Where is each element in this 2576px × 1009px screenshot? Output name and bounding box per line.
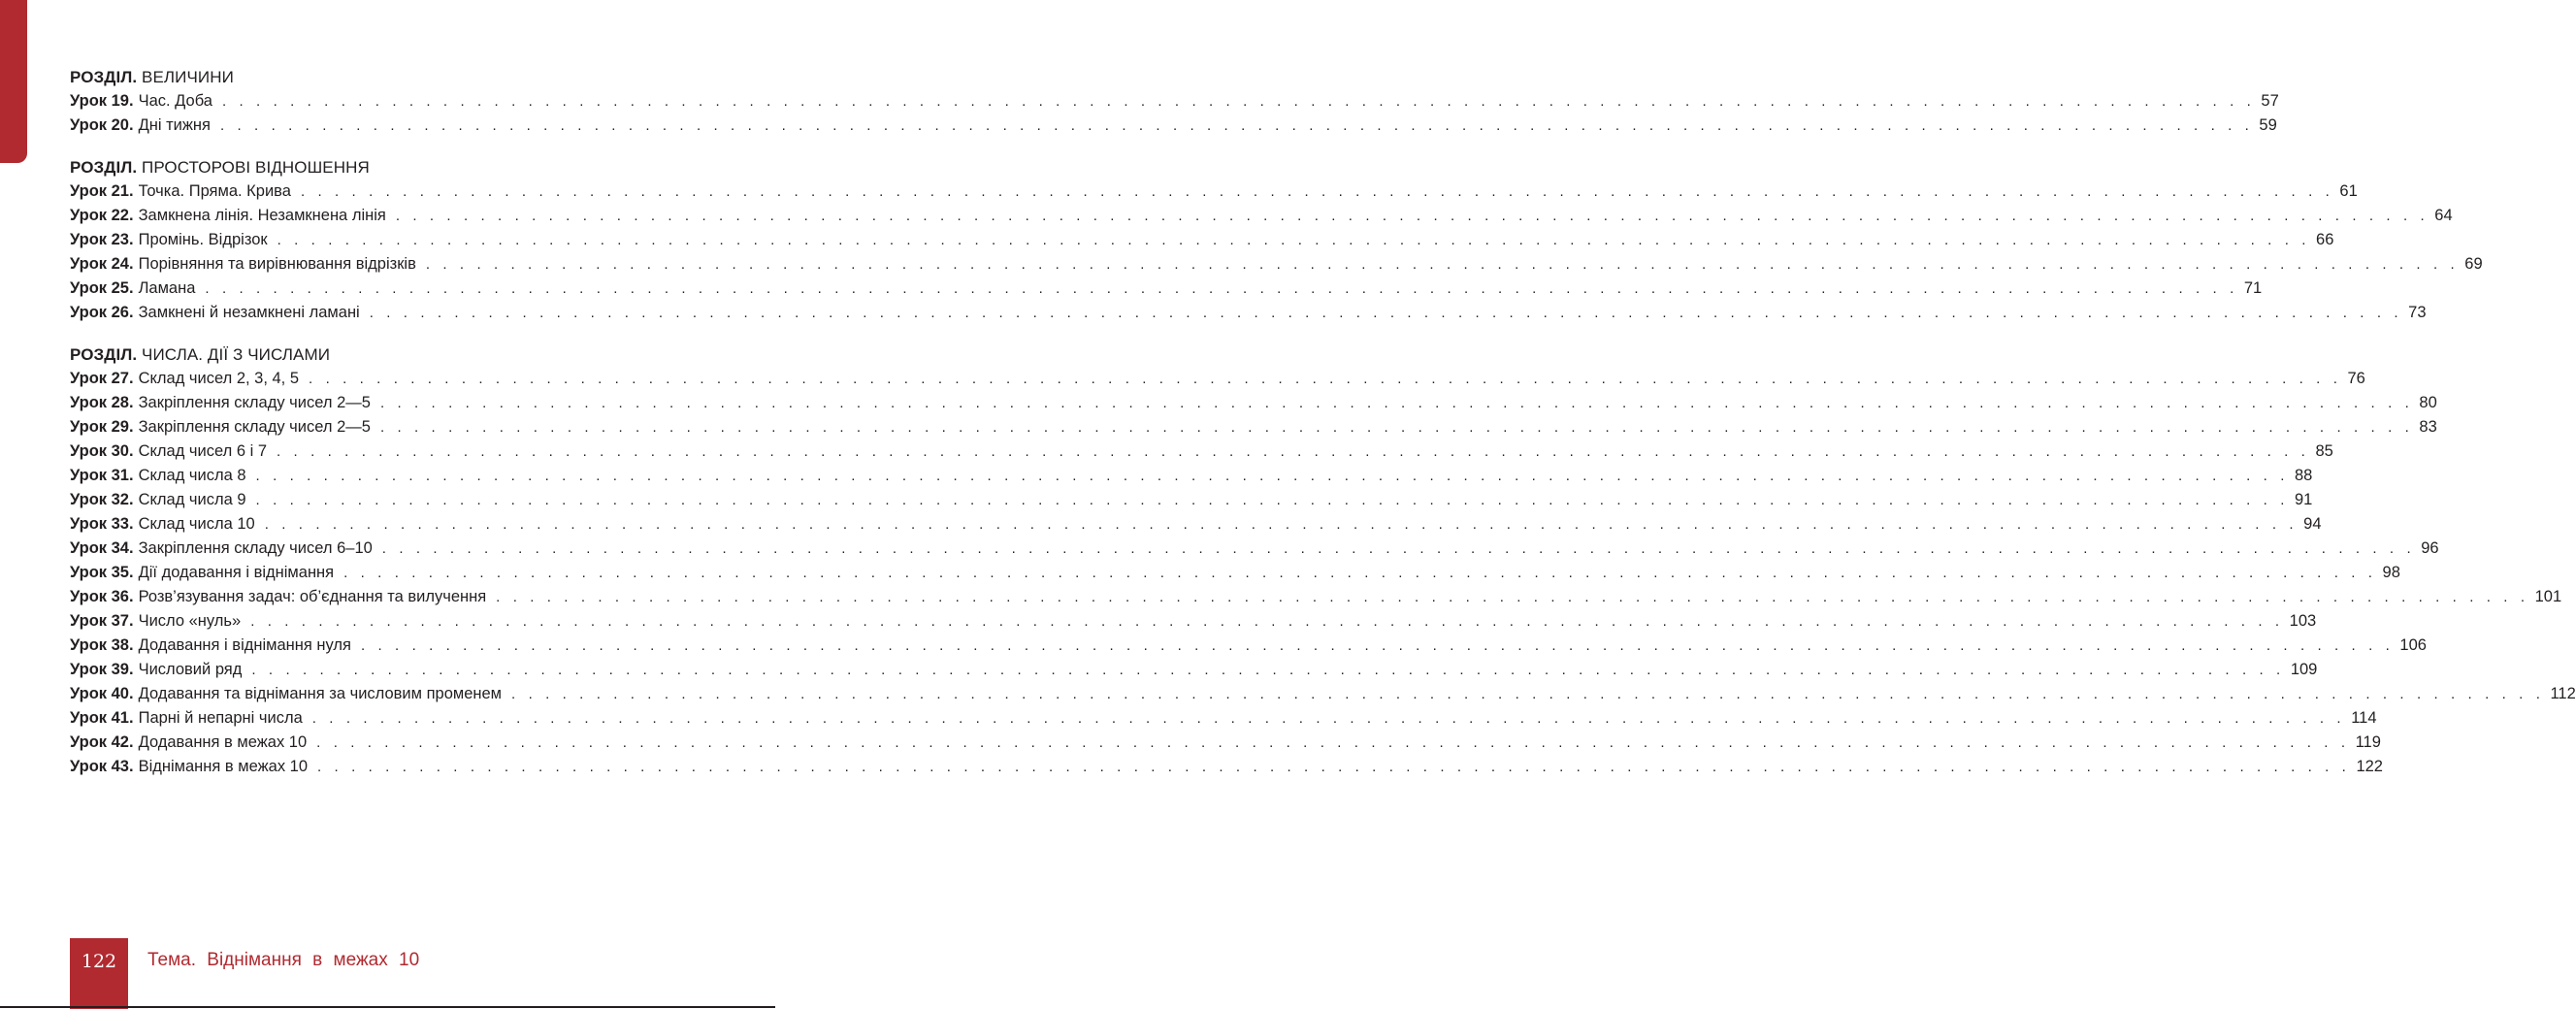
- page-ref: 80: [2419, 394, 2437, 411]
- toc-entry: [70, 439, 2333, 464]
- toc-entry: [70, 682, 2576, 706]
- dot-leader: . . . . . . . . . . . . . . . . . . . . . . . . . . . . . . . . . . . . . . . . . . . . . . . . . . . . . . . . . . . . . . . . . . . . . . . . . . . . . . . . . . . . . . . . . . . . . . . . . . . . . . . . . . . . . . . . . . . . . . . .: [250, 613, 2284, 630]
- dot-leader: . . . . . . . . . . . . . . . . . . . . . . . . . . . . . . . . . . . . . . . . . . . . . . . . . . . . . . . . . . . . . . . . . . . . . . . . . . . . . . . . . . . . . . . . . . . . . . . . . . . . . . . . . . . . . . . . . . . . . . . .: [219, 117, 2254, 134]
- page-ref: 57: [2261, 92, 2279, 110]
- lesson-title: Ламана: [138, 279, 196, 297]
- toc-entry: [70, 731, 2381, 755]
- lesson-title: Дії додавання і віднімання: [138, 564, 335, 581]
- lesson-number: Урок 22.: [70, 207, 134, 224]
- lesson-number: Урок 37.: [70, 612, 134, 630]
- dot-leader: . . . . . . . . . . . . . . . . . . . . . . . . . . . . . . . . . . . . . . . . . . . . . . . . . . . . . . . . . . . . . . . . . . . . . . . . . . . . . . . . . . . . . . . . . . . . . . . . . . . . . . . . . . . . . . . . . . . . . . . .: [255, 468, 2289, 484]
- lesson-number: Урок 28.: [70, 394, 134, 411]
- dot-leader: . . . . . . . . . . . . . . . . . . . . . . . . . . . . . . . . . . . . . . . . . . . . . . . . . . . . . . . . . . . . . . . . . . . . . . . . . . . . . . . . . . . . . . . . . . . . . . . . . . . . . . . . . . . . . . . . . . . . . . . .: [343, 565, 2377, 581]
- toc-entry: [70, 252, 2483, 277]
- dot-leader: . . . . . . . . . . . . . . . . . . . . . . . . . . . . . . . . . . . . . . . . . . . . . . . . . . . . . . . . . . . . . . . . . . . . . . . . . . . . . . . . . . . . . . . . . . . . . . . . . . . . . . . . . . . . . . . . . . . . . . . .: [379, 395, 2414, 411]
- lesson-title: Число «нуль»: [138, 612, 242, 630]
- dot-leader: . . . . . . . . . . . . . . . . . . . . . . . . . . . . . . . . . . . . . . . . . . . . . . . . . . . . . . . . . . . . . . . . . . . . . . . . . . . . . . . . . . . . . . . . . . . . . . . . . . . . . . . . . . . . . . . . . . . . . . . .: [496, 589, 2529, 605]
- toc-entry: [70, 179, 2358, 204]
- section-keyword: РОЗДІЛ.: [70, 158, 138, 177]
- page-ref: 66: [2316, 231, 2334, 248]
- section-keyword: РОЗДІЛ.: [70, 345, 138, 364]
- lesson-title: Склад числа 9: [138, 491, 246, 508]
- page-ref: 91: [2294, 491, 2313, 508]
- page-ref: 106: [2399, 636, 2427, 654]
- lesson-title: Промінь. Відрізок: [138, 231, 268, 248]
- lesson-number: Урок 21.: [70, 182, 134, 200]
- lesson-title: Склад чисел 6 і 7: [138, 442, 268, 460]
- page-ref: 85: [2315, 442, 2333, 460]
- toc-entry: [70, 228, 2334, 252]
- dot-leader: . . . . . . . . . . . . . . . . . . . . . . . . . . . . . . . . . . . . . . . . . . . . . . . . . . . . . . . . . . . . . . . . . . . . . . . . . . . . . . . . . . . . . . . . . . . . . . . . . . . . . . . . . . . . . . . . . . . . . . . .: [395, 208, 2429, 224]
- toc-entry: [70, 706, 2377, 731]
- page-ref: 119: [2355, 733, 2381, 751]
- lesson-title: Замкнена лінія. Незамкнена лінія: [138, 207, 386, 224]
- page-ref: 101: [2534, 588, 2562, 605]
- page-ref: 61: [2339, 182, 2358, 200]
- lesson-title: Точка. Пряма. Крива: [138, 182, 291, 200]
- dot-leader: . . . . . . . . . . . . . . . . . . . . . . . . . . . . . . . . . . . . . . . . . . . . . . . . . . . . . . . . . . . . . . . . . . . . . . . . . . . . . . . . . . . . . . . . . . . . . . . . . . . . . . . . . . . . . . . . . . . . . . . .: [381, 540, 2416, 557]
- lesson-number: Урок 31.: [70, 467, 134, 484]
- lesson-title: Склад чисел 2, 3, 4, 5: [138, 370, 300, 387]
- page-number: 122: [81, 951, 117, 972]
- page-ref: 64: [2434, 207, 2453, 224]
- section-heading: [70, 343, 702, 367]
- page-ref: 71: [2243, 279, 2263, 297]
- section-heading: [70, 66, 702, 89]
- lesson-number: Урок 40.: [70, 685, 134, 702]
- toc-entry: [70, 277, 2263, 301]
- lesson-number: Урок 36.: [70, 588, 134, 605]
- lesson-number: Урок 39.: [70, 661, 134, 678]
- lesson-title: Порівняння та вирівнювання відрізків: [138, 255, 416, 273]
- lesson-title: Парні й непарні числа: [138, 709, 303, 727]
- lesson-number: Урок 32.: [70, 491, 134, 508]
- lesson-title: Розв’язування задач: об’єднання та вилучення: [138, 588, 487, 605]
- page-ref: 122: [2356, 758, 2383, 775]
- page-number-box: [70, 938, 128, 1009]
- dot-leader: . . . . . . . . . . . . . . . . . . . . . . . . . . . . . . . . . . . . . . . . . . . . . . . . . . . . . . . . . . . . . . . . . . . . . . . . . . . . . . . . . . . . . . . . . . . . . . . . . . . . . . . . . . . . . . . . . . . . . . . .: [425, 256, 2460, 273]
- lesson-title: Додавання і віднімання нуля: [138, 636, 351, 654]
- lesson-number: Урок 23.: [70, 231, 134, 248]
- lesson-number: Урок 27.: [70, 370, 134, 387]
- lesson-number: Урок 20.: [70, 116, 134, 134]
- page-ref: 112: [2550, 685, 2576, 702]
- lesson-title: Закріплення складу чисел 6–10: [138, 539, 373, 557]
- dot-leader: . . . . . . . . . . . . . . . . . . . . . . . . . . . . . . . . . . . . . . . . . . . . . . . . . . . . . . . . . . . . . . . . . . . . . . . . . . . . . . . . . . . . . . . . . . . . . . . . . . . . . . . . . . . . . . . . . . . . . . . .: [205, 280, 2238, 297]
- lesson-number: Урок 35.: [70, 564, 134, 581]
- bottom-rule: [0, 1006, 775, 1008]
- table-of-contents: [70, 66, 2576, 797]
- footer-topic: Тема. Віднімання в межах 10: [147, 950, 420, 970]
- lesson-number: Урок 38.: [70, 636, 134, 654]
- dot-leader: . . . . . . . . . . . . . . . . . . . . . . . . . . . . . . . . . . . . . . . . . . . . . . . . . . . . . . . . . . . . . . . . . . . . . . . . . . . . . . . . . . . . . . . . . . . . . . . . . . . . . . . . . . . . . . . . . . . . . . . .: [277, 443, 2310, 460]
- page-ref: 69: [2464, 255, 2483, 273]
- lesson-title: Закріплення складу чисел 2—5: [138, 418, 371, 436]
- toc-entry: [70, 204, 2453, 228]
- page-ref: 109: [2290, 661, 2318, 678]
- lesson-number: Урок 42.: [70, 733, 134, 751]
- dot-leader: . . . . . . . . . . . . . . . . . . . . . . . . . . . . . . . . . . . . . . . . . . . . . . . . . . . . . . . . . . . . . . . . . . . . . . . . . . . . . . . . . . . . . . . . . . . . . . . . . . . . . . . . . . . . . . . . . . . . . . . .: [300, 183, 2334, 200]
- dot-leader: . . . . . . . . . . . . . . . . . . . . . . . . . . . . . . . . . . . . . . . . . . . . . . . . . . . . . . . . . . . . . . . . . . . . . . . . . . . . . . . . . . . . . . . . . . . . . . . . . . . . . . . . . . . . . . . . . . . . . . . .: [277, 232, 2311, 248]
- dot-leader: . . . . . . . . . . . . . . . . . . . . . . . . . . . . . . . . . . . . . . . . . . . . . . . . . . . . . . . . . . . . . . . . . . . . . . . . . . . . . . . . . . . . . . . . . . . . . . . . . . . . . . . . . . . . . . . . . . . . . . . .: [379, 419, 2414, 436]
- section-title: ЧИСЛА. ДІЇ З ЧИСЛАМИ: [142, 345, 331, 364]
- dot-leader: . . . . . . . . . . . . . . . . . . . . . . . . . . . . . . . . . . . . . . . . . . . . . . . . . . . . . . . . . . . . . . . . . . . . . . . . . . . . . . . . . . . . . . . . . . . . . . . . . . . . . . . . . . . . . . . . . . . . . . . .: [311, 710, 2346, 727]
- lesson-number: Урок 25.: [70, 279, 134, 297]
- section-title: ПРОСТОРОВІ ВІДНОШЕННЯ: [142, 158, 370, 177]
- toc-entry: [70, 464, 2313, 488]
- lesson-number: Урок 34.: [70, 539, 134, 557]
- dot-leader: . . . . . . . . . . . . . . . . . . . . . . . . . . . . . . . . . . . . . . . . . . . . . . . . . . . . . . . . . . . . . . . . . . . . . . . . . . . . . . . . . . . . . . . . . . . . . . . . . . . . . . . . . . . . . . . . . . . . . . . .: [251, 662, 2285, 678]
- lesson-number: Урок 24.: [70, 255, 134, 273]
- toc-entry: [70, 488, 2313, 512]
- toc-entry: [70, 561, 2400, 585]
- dot-leader: . . . . . . . . . . . . . . . . . . . . . . . . . . . . . . . . . . . . . . . . . . . . . . . . . . . . . . . . . . . . . . . . . . . . . . . . . . . . . . . . . . . . . . . . . . . . . . . . . . . . . . . . . . . . . . . . . . . . . . . .: [221, 93, 2256, 110]
- lesson-number: Урок 30.: [70, 442, 134, 460]
- page-ref: 103: [2289, 612, 2317, 630]
- page-ref: 98: [2382, 564, 2400, 581]
- toc-entry: [70, 755, 2383, 779]
- toc-entry: [70, 391, 2437, 415]
- lesson-title: Дні тижня: [138, 116, 211, 134]
- dot-leader: . . . . . . . . . . . . . . . . . . . . . . . . . . . . . . . . . . . . . . . . . . . . . . . . . . . . . . . . . . . . . . . . . . . . . . . . . . . . . . . . . . . . . . . . . . . . . . . . . . . . . . . . . . . . . . . . . . . . . . . .: [309, 371, 2342, 387]
- toc-entry: [70, 634, 2427, 658]
- page-ref: 96: [2421, 539, 2439, 557]
- lesson-title: Склад числа 10: [138, 515, 255, 533]
- page-ref: 59: [2259, 116, 2277, 134]
- page-ref: 76: [2347, 370, 2365, 387]
- lesson-title: Склад числа 8: [138, 467, 246, 484]
- lesson-number: Урок 33.: [70, 515, 134, 533]
- toc-entry: [70, 537, 2439, 561]
- toc-entry: [70, 301, 2427, 325]
- toc-entry: [70, 114, 2277, 138]
- lesson-title: Замкнені й незамкнені ламані: [138, 304, 360, 321]
- toc-entry: [70, 89, 2279, 114]
- dot-leader: . . . . . . . . . . . . . . . . . . . . . . . . . . . . . . . . . . . . . . . . . . . . . . . . . . . . . . . . . . . . . . . . . . . . . . . . . . . . . . . . . . . . . . . . . . . . . . . . . . . . . . . . . . . . . . . . . . . . . . . .: [369, 305, 2403, 321]
- chapter-edge-tab: [0, 0, 27, 163]
- lesson-number: Урок 29.: [70, 418, 134, 436]
- lesson-number: Урок 19.: [70, 92, 134, 110]
- lesson-number: Урок 41.: [70, 709, 134, 727]
- page-ref: 83: [2419, 418, 2437, 436]
- lesson-title: Додавання в межах 10: [138, 733, 308, 751]
- toc-entry: [70, 415, 2437, 439]
- dot-leader: . . . . . . . . . . . . . . . . . . . . . . . . . . . . . . . . . . . . . . . . . . . . . . . . . . . . . . . . . . . . . . . . . . . . . . . . . . . . . . . . . . . . . . . . . . . . . . . . . . . . . . . . . . . . . . . . . . . . . . . .: [264, 516, 2299, 533]
- section-heading: [70, 156, 702, 179]
- toc-section: [70, 156, 2483, 325]
- dot-leader: . . . . . . . . . . . . . . . . . . . . . . . . . . . . . . . . . . . . . . . . . . . . . . . . . . . . . . . . . . . . . . . . . . . . . . . . . . . . . . . . . . . . . . . . . . . . . . . . . . . . . . . . . . . . . . . . . . . . . . . .: [317, 759, 2351, 775]
- dot-leader: . . . . . . . . . . . . . . . . . . . . . . . . . . . . . . . . . . . . . . . . . . . . . . . . . . . . . . . . . . . . . . . . . . . . . . . . . . . . . . . . . . . . . . . . . . . . . . . . . . . . . . . . . . . . . . . . . . . . . . . .: [316, 734, 2350, 751]
- section-keyword: РОЗДІЛ.: [70, 68, 138, 86]
- toc-entry: [70, 658, 2318, 682]
- lesson-title: Віднімання в межах 10: [138, 758, 309, 775]
- page-ref: 114: [2351, 709, 2377, 727]
- page-ref: 73: [2408, 304, 2427, 321]
- dot-leader: . . . . . . . . . . . . . . . . . . . . . . . . . . . . . . . . . . . . . . . . . . . . . . . . . . . . . . . . . . . . . . . . . . . . . . . . . . . . . . . . . . . . . . . . . . . . . . . . . . . . . . . . . . . . . . . . . . . . . . . .: [360, 637, 2395, 654]
- page-ref: 94: [2303, 515, 2322, 533]
- lesson-title: Закріплення складу чисел 2—5: [138, 394, 371, 411]
- toc-entry: [70, 512, 2322, 537]
- section-title: ВЕЛИЧИНИ: [142, 68, 234, 86]
- lesson-title: Додавання та віднімання за числовим променем: [138, 685, 503, 702]
- page-ref: 88: [2294, 467, 2313, 484]
- toc-entry: [70, 367, 2365, 391]
- dot-leader: . . . . . . . . . . . . . . . . . . . . . . . . . . . . . . . . . . . . . . . . . . . . . . . . . . . . . . . . . . . . . . . . . . . . . . . . . . . . . . . . . . . . . . . . . . . . . . . . . . . . . . . . . . . . . . . . . . . . . . . .: [255, 492, 2289, 508]
- toc-entry: [70, 585, 2562, 609]
- toc-section: [70, 66, 2279, 138]
- lesson-title: Числовий ряд: [138, 661, 243, 678]
- lesson-number: Урок 26.: [70, 304, 134, 321]
- dot-leader: . . . . . . . . . . . . . . . . . . . . . . . . . . . . . . . . . . . . . . . . . . . . . . . . . . . . . . . . . . . . . . . . . . . . . . . . . . . . . . . . . . . . . . . . . . . . . . . . . . . . . . . . . . . . . . . . . . . . . . . .: [511, 686, 2545, 702]
- lesson-number: Урок 43.: [70, 758, 134, 775]
- lesson-title: Час. Доба: [138, 92, 212, 110]
- toc-section: [70, 343, 2576, 779]
- toc-entry: [70, 609, 2317, 634]
